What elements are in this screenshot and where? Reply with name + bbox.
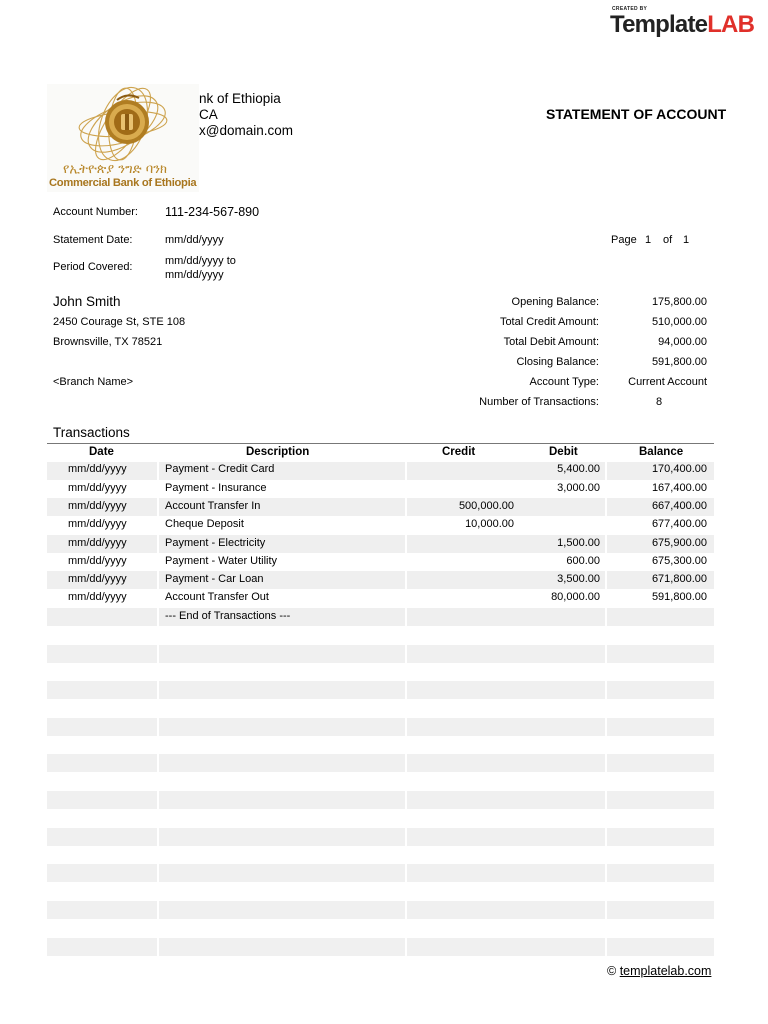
row-description: Account Transfer Out	[165, 591, 269, 603]
page-of-label: of	[663, 234, 673, 246]
table-row	[47, 608, 714, 626]
brand-wordmark: TemplateLAB	[610, 11, 755, 38]
bank-logo	[47, 84, 199, 192]
row-date: mm/dd/yyyy	[68, 555, 127, 567]
period-covered-end: mm/dd/yyyy	[165, 269, 224, 281]
bank-name-line: nk of Ethiopia	[199, 91, 281, 106]
summary-value: 175,800.00	[651, 296, 707, 308]
summary-label: Closing Balance:	[516, 356, 599, 368]
table-row	[47, 645, 714, 663]
copyright-symbol: ©	[607, 964, 617, 978]
table-row	[47, 681, 714, 699]
row-date: mm/dd/yyyy	[68, 573, 127, 585]
row-balance: 591,800.00	[651, 591, 707, 603]
row-description: Payment - Credit Card	[165, 463, 275, 475]
row-description: Payment - Water Utility	[165, 555, 278, 567]
summary-value: 510,000.00	[651, 316, 707, 328]
bank-emblem-icon	[47, 84, 199, 164]
row-balance: 170,400.00	[651, 463, 707, 475]
row-description: Cheque Deposit	[165, 518, 244, 530]
table-row	[47, 571, 714, 589]
summary-label: Total Debit Amount:	[503, 336, 599, 348]
table-row	[47, 864, 714, 882]
row-description: Payment - Electricity	[165, 537, 266, 549]
summary-label: Account Type:	[529, 376, 599, 388]
logo-english-text: Commercial Bank of Ethiopia	[49, 177, 197, 189]
page-label: Page	[611, 234, 637, 246]
column-header-credit: Credit	[442, 446, 476, 458]
row-date: mm/dd/yyyy	[68, 591, 127, 603]
templatelab-link[interactable]: templatelab.com	[619, 964, 712, 978]
transactions-table	[47, 459, 714, 957]
period-covered-label: Period Covered:	[53, 261, 133, 273]
page-total: 1	[683, 234, 690, 246]
column-header-debit: Debit	[549, 446, 578, 458]
account-number: 111-234-567-890	[165, 205, 260, 219]
customer-name: John Smith	[53, 294, 121, 309]
customer-address-line1: 2450 Courage St, STE 108	[53, 316, 186, 328]
column-header-balance: Balance	[639, 446, 684, 458]
row-debit: 1,500.00	[557, 537, 600, 549]
bank-email-line: x@domain.com	[199, 123, 293, 138]
row-date: mm/dd/yyyy	[68, 518, 127, 530]
row-debit: 5,400.00	[557, 463, 600, 475]
summary-value: 8	[656, 396, 663, 408]
table-row	[47, 938, 714, 956]
summary-value: Current Account	[628, 376, 707, 388]
page-number: 1	[645, 234, 652, 246]
document-title: STATEMENT OF ACCOUNT	[546, 106, 727, 122]
branch-name: <Branch Name>	[53, 376, 134, 388]
row-balance: 671,800.00	[651, 573, 707, 585]
account-number-label: Account Number:	[53, 206, 138, 218]
statement-date-label: Statement Date:	[53, 234, 133, 246]
created-by-label: CREATED BY	[612, 6, 648, 12]
row-description: Payment - Car Loan	[165, 573, 264, 585]
logo-amharic-text: የኢትዮጵያ ንግድ ባንክ	[63, 162, 168, 177]
table-row	[47, 828, 714, 846]
customer-address-line2: Brownsville, TX 78521	[53, 336, 163, 348]
column-header-date: Date	[89, 446, 114, 458]
summary-value: 94,000.00	[658, 336, 707, 348]
table-header-rule	[47, 443, 714, 444]
summary-label: Opening Balance:	[511, 296, 599, 308]
summary-value: 591,800.00	[651, 356, 707, 368]
row-balance: 667,400.00	[651, 500, 707, 512]
row-description: Payment - Insurance	[165, 482, 267, 494]
row-balance: 167,400.00	[651, 482, 707, 494]
table-row	[47, 791, 714, 809]
row-debit: 80,000.00	[551, 591, 600, 603]
row-debit: 3,000.00	[557, 482, 600, 494]
row-balance: 677,400.00	[651, 518, 707, 530]
row-balance: 675,300.00	[651, 555, 707, 567]
row-credit: 10,000.00	[465, 518, 514, 530]
row-debit: 600.00	[566, 555, 600, 567]
templatelab-logo	[610, 6, 760, 40]
summary-label: Number of Transactions:	[479, 396, 599, 408]
column-header-description: Description	[246, 446, 310, 458]
table-row	[47, 718, 714, 736]
statement-date: mm/dd/yyyy	[165, 234, 224, 246]
bank-address-line: CA	[199, 107, 218, 122]
row-date: mm/dd/yyyy	[68, 482, 127, 494]
row-balance: 675,900.00	[651, 537, 707, 549]
table-row	[47, 901, 714, 919]
row-description: Account Transfer In	[165, 500, 261, 512]
table-row	[47, 754, 714, 772]
footer-credit	[607, 964, 711, 978]
table-row	[47, 535, 714, 553]
row-credit: 500,000.00	[458, 500, 514, 512]
period-covered-start: mm/dd/yyyy to	[165, 255, 236, 267]
row-date: mm/dd/yyyy	[68, 500, 127, 512]
end-of-transactions: --- End of Transactions ---	[165, 610, 291, 622]
row-date: mm/dd/yyyy	[68, 537, 127, 549]
table-row	[47, 462, 714, 480]
row-debit: 3,500.00	[557, 573, 600, 585]
table-row	[47, 498, 714, 516]
summary-label: Total Credit Amount:	[499, 316, 599, 328]
row-date: mm/dd/yyyy	[68, 463, 127, 475]
transactions-title: Transactions	[53, 425, 130, 440]
